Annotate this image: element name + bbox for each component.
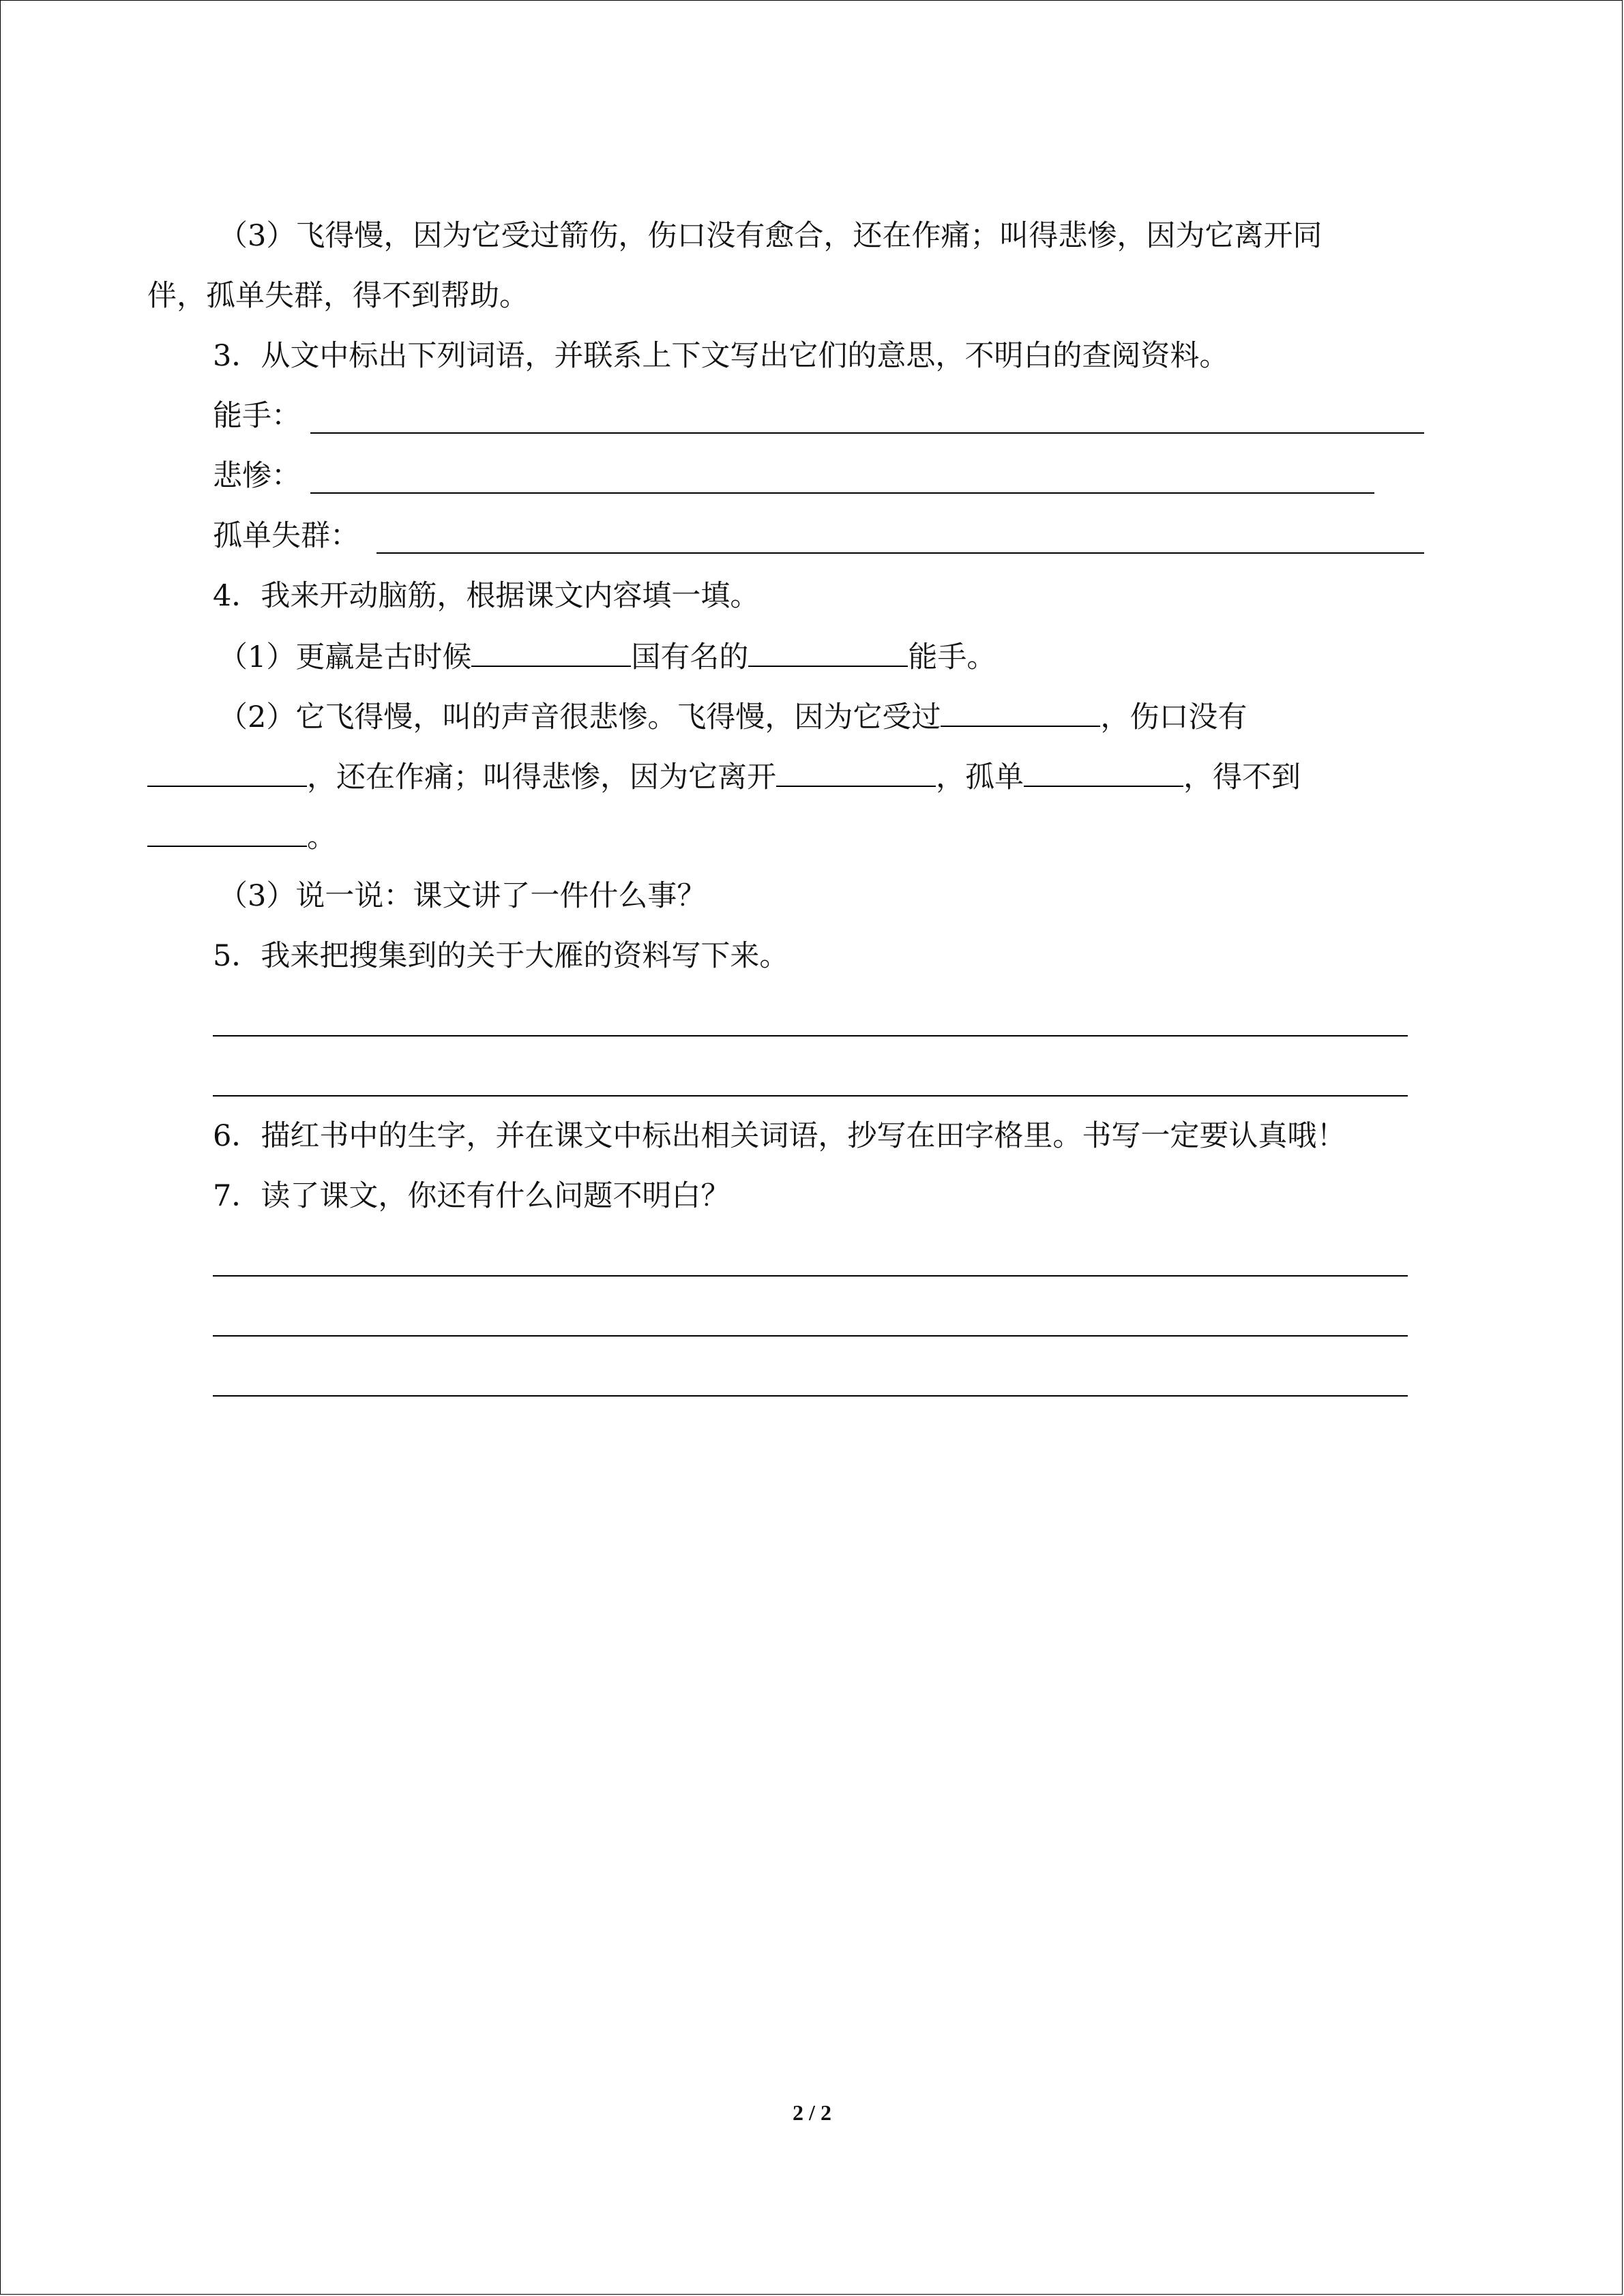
q4-item2-text-e: ，得不到	[1183, 760, 1301, 794]
q4-item2-line1	[218, 696, 1247, 738]
q3-term-beican: 悲惨：	[213, 459, 301, 493]
q5-prompt: 5．我来把搜集到的关于大雁的资料写下来。	[213, 939, 789, 973]
q4-prompt: 4．我来开动脑筋，根据课文内容填一填。	[213, 579, 760, 613]
q4-item1-blank-skill[interactable]	[748, 636, 908, 667]
q4-item2-line3	[147, 816, 336, 858]
q4-item1-text-b: 国有名的	[631, 640, 749, 674]
q7-answer-line-2[interactable]	[213, 1335, 1408, 1337]
q3-term-nengshou: 能手：	[213, 399, 301, 433]
q2-item3-line1: （3）飞得慢，因为它受过箭伤，伤口没有愈合，还在作痛；叫得悲惨，因为它离开同	[218, 219, 1323, 253]
q7-prompt: 7．读了课文，你还有什么问题不明白？	[213, 1179, 730, 1213]
q3-answer-line-nengshou[interactable]	[310, 432, 1424, 434]
q4-item1-blank-country[interactable]	[471, 636, 631, 667]
q2-item3-line2: 伴，孤单失群，得不到帮助。	[147, 279, 529, 313]
q5-answer-line-2[interactable]	[213, 1095, 1408, 1097]
q4-item1-text-a: （1）更羸是古时候	[218, 640, 472, 674]
q3-term-gudanshiqun: 孤单失群：	[213, 519, 359, 553]
q6-prompt: 6．描红书中的生字，并在课文中标出相关词语，抄写在田字格里。书写一定要认真哦！	[213, 1119, 1346, 1153]
q4-item2-blank-injury[interactable]	[941, 696, 1100, 727]
q5-answer-line-1[interactable]	[213, 1035, 1408, 1037]
q4-item2-blank-lonely[interactable]	[1024, 756, 1183, 787]
q4-item2-text-d: ，孤单	[936, 760, 1024, 794]
q3-answer-line-gudanshiqun[interactable]	[377, 552, 1424, 554]
q7-answer-line-3[interactable]	[213, 1395, 1408, 1397]
q7-answer-line-1[interactable]	[213, 1275, 1408, 1277]
q4-item2-text-f: 。	[307, 820, 336, 854]
page-number: 2 / 2	[793, 2100, 831, 2125]
q4-item1	[218, 636, 996, 678]
q3-prompt: 3．从文中标出下列词语，并联系上下文写出它们的意思，不明白的查阅资料。	[213, 339, 1229, 373]
q4-item2-blank-help[interactable]	[147, 816, 307, 847]
q4-item1-text-c: 能手。	[908, 640, 996, 674]
q4-item2-line2	[147, 756, 1301, 798]
q3-answer-line-beican[interactable]	[310, 492, 1374, 494]
q4-item3: （3）说一说：课文讲了一件什么事？	[218, 879, 707, 913]
q4-item2-text-c: ，还在作痛；叫得悲惨，因为它离开	[307, 760, 776, 794]
q4-item2-blank-companion[interactable]	[776, 756, 936, 787]
q4-item2-text-b: ，伤口没有	[1100, 700, 1247, 734]
q4-item2-text-a: （2）它飞得慢，叫的声音很悲惨。飞得慢，因为它受过	[218, 700, 941, 734]
q4-item2-blank-heal[interactable]	[147, 756, 307, 787]
